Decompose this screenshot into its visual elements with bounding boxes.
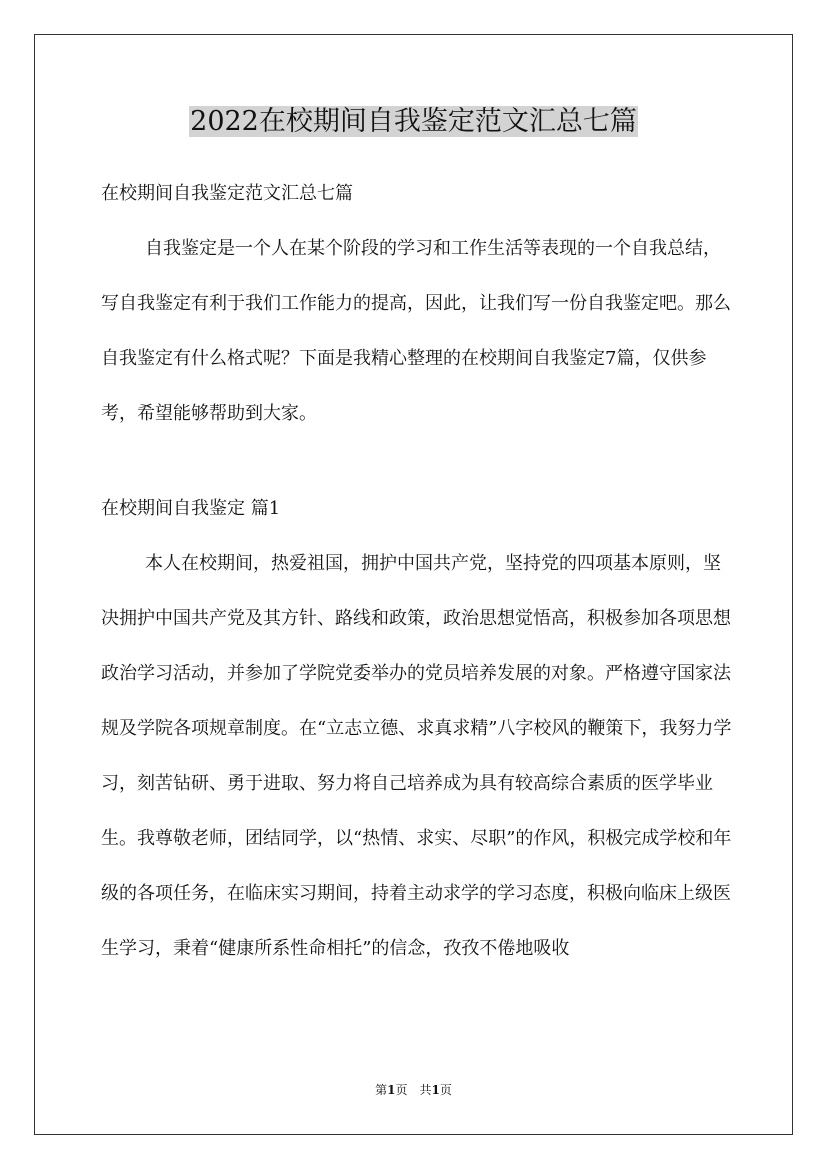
page-prefix: 第	[375, 1083, 388, 1097]
page-footer	[0, 1080, 827, 1100]
document-subtitle: 在校期间自我鉴定范文汇总七篇	[101, 183, 353, 204]
document-title	[0, 98, 827, 146]
intro-paragraph: 自我鉴定是一个人在某个阶段的学习和工作生活等表现的一个自我总结，写自我鉴定有利于我们工作能力的提高，因此，让我们写一份自我鉴定吧。那么自我鉴定有什么格式呢？下面是我精心整理的在校期间自我鉴定7篇，仅供参考，希望能够帮助到大家。	[101, 238, 731, 424]
page-suffix: 页	[439, 1083, 452, 1097]
page-total: 1	[431, 1083, 440, 1097]
document-body	[101, 166, 733, 976]
section-heading: 在校期间自我鉴定 篇1	[101, 498, 281, 519]
page-current: 1	[387, 1083, 396, 1097]
section-gap	[101, 441, 733, 481]
document-title-text: 2022在校期间自我鉴定范文汇总七篇	[190, 106, 637, 137]
section-paragraph: 本人在校期间，热爱祖国，拥护中国共产党，坚持党的四项基本原则，坚决拥护中国共产党及其方针、路线和政策，政治思想觉悟高，积极参加各项思想政治学习活动，并参加了学院党委举办的党员培养发展的对象。严格遵守国家法规及学院各项规章制度。在“立志立德、求真求精”八字校风的鞭策下，我努力学习，刻苦钻研、勇于进取、努力将自己培养成为具有较高综合素质的医学毕业生。我尊敬老师，团结同学，以“热情、求实、尽职”的作风，积极完成学校和年级的各项任务，在临床实习期间，持着主动求学的学习态度，积极向临床上级医生学习，秉着“健康所系性命相托”的信念，孜孜不倦地吸收	[101, 553, 732, 959]
page-mid: 页 共	[395, 1083, 432, 1097]
